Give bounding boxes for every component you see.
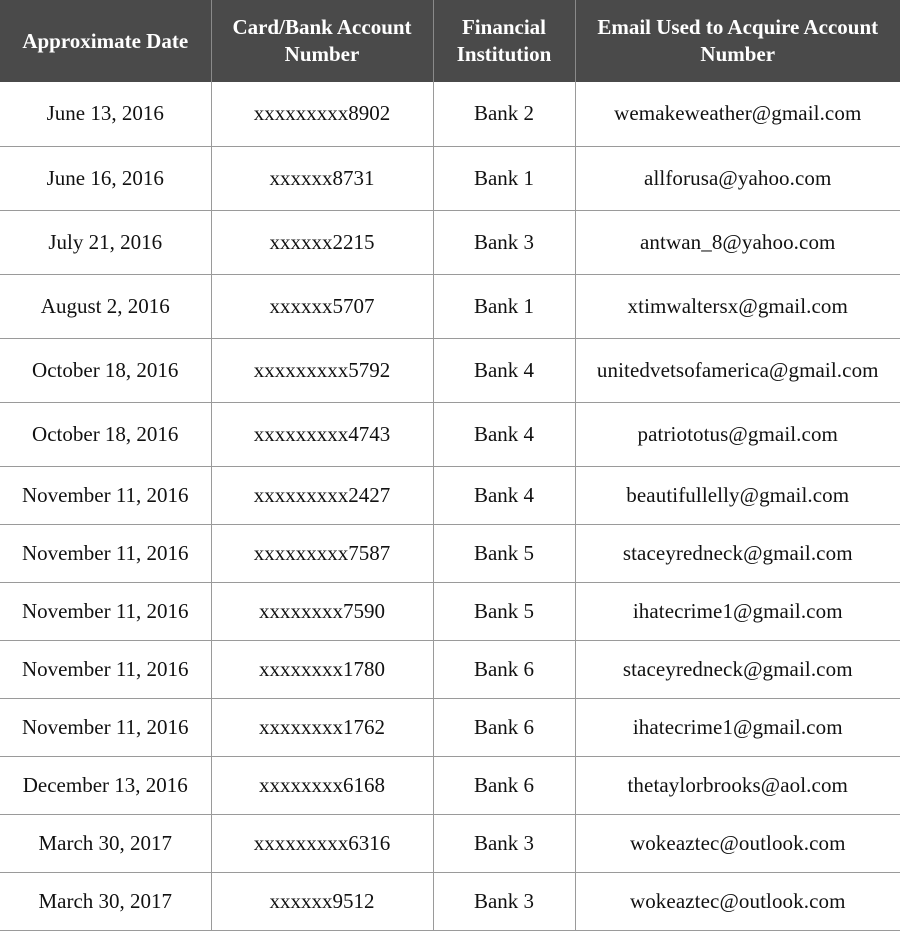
bank-cell: Bank 3 (433, 210, 575, 274)
table-row (0, 146, 900, 210)
bank-cell: Bank 1 (433, 146, 575, 210)
table-row (0, 338, 900, 402)
email-cell: xtimwaltersx@gmail.com (575, 274, 900, 338)
bank-cell: Bank 3 (433, 814, 575, 872)
account-number-cell: xxxxxx8731 (211, 146, 433, 210)
email-cell: staceyredneck@gmail.com (575, 524, 900, 582)
bank-cell: Bank 6 (433, 698, 575, 756)
table-header (0, 0, 900, 82)
table-row (0, 402, 900, 466)
date-cell: August 2, 2016 (0, 274, 211, 338)
date-cell: March 30, 2017 (0, 872, 211, 930)
table-row (0, 640, 900, 698)
email-cell: patriototus@gmail.com (575, 402, 900, 466)
table-row (0, 872, 900, 930)
table-row (0, 756, 900, 814)
email-cell: staceyredneck@gmail.com (575, 640, 900, 698)
bank-cell: Bank 4 (433, 338, 575, 402)
date-cell: March 30, 2017 (0, 814, 211, 872)
email-cell: wemakeweather@gmail.com (575, 82, 900, 146)
table-row (0, 274, 900, 338)
email-cell: ihatecrime1@gmail.com (575, 582, 900, 640)
date-cell: June 16, 2016 (0, 146, 211, 210)
email-cell: beautifullelly@gmail.com (575, 466, 900, 524)
email-cell: wokeaztec@outlook.com (575, 814, 900, 872)
email-cell: unitedvetsofamerica@gmail.com (575, 338, 900, 402)
email-cell: allforusa@yahoo.com (575, 146, 900, 210)
header-financial-institution: Financial Institution (433, 0, 575, 82)
account-number-cell: xxxxxx5707 (211, 274, 433, 338)
account-number-cell: xxxxxxxx1762 (211, 698, 433, 756)
account-number-cell: xxxxxxxxx2427 (211, 466, 433, 524)
table-row (0, 814, 900, 872)
date-cell: November 11, 2016 (0, 640, 211, 698)
account-number-cell: xxxxxxxxx6316 (211, 814, 433, 872)
bank-cell: Bank 5 (433, 524, 575, 582)
header-email: Email Used to Acquire Account Number (597, 15, 879, 66)
bank-cell: Bank 1 (433, 274, 575, 338)
bank-cell: Bank 2 (433, 82, 575, 146)
bank-cell: Bank 3 (433, 872, 575, 930)
bank-cell: Bank 4 (433, 402, 575, 466)
date-cell: November 11, 2016 (0, 582, 211, 640)
header-account-number: Card/Bank Account Number (211, 0, 433, 82)
account-number-cell: xxxxxxxxx8902 (211, 82, 433, 146)
table-row (0, 698, 900, 756)
email-cell: thetaylorbrooks@aol.com (575, 756, 900, 814)
email-cell: ihatecrime1@gmail.com (575, 698, 900, 756)
account-number-cell: xxxxxxxxx5792 (211, 338, 433, 402)
date-cell: June 13, 2016 (0, 82, 211, 146)
account-number-cell: xxxxxxxxx4743 (211, 402, 433, 466)
bank-cell: Bank 6 (433, 756, 575, 814)
table-row (0, 524, 900, 582)
email-cell: wokeaztec@outlook.com (575, 872, 900, 930)
date-cell: November 11, 2016 (0, 698, 211, 756)
date-cell: December 13, 2016 (0, 756, 211, 814)
account-number-cell: xxxxxxxx6168 (211, 756, 433, 814)
account-number-cell: xxxxxx9512 (211, 872, 433, 930)
bank-cell: Bank 6 (433, 640, 575, 698)
account-number-cell: xxxxxx2215 (211, 210, 433, 274)
email-cell: antwan_8@yahoo.com (575, 210, 900, 274)
date-cell: November 11, 2016 (0, 524, 211, 582)
account-number-cell: xxxxxxxx1780 (211, 640, 433, 698)
account-number-cell: xxxxxxxxx7587 (211, 524, 433, 582)
table-row (0, 466, 900, 524)
table-row (0, 582, 900, 640)
header-row (0, 0, 900, 82)
account-number-cell: xxxxxxxx7590 (211, 582, 433, 640)
bank-cell: Bank 5 (433, 582, 575, 640)
date-cell: November 11, 2016 (0, 466, 211, 524)
bank-cell: Bank 4 (433, 466, 575, 524)
header-approximate-date: Approximate Date (0, 0, 211, 82)
table-body (0, 82, 900, 930)
date-cell: October 18, 2016 (0, 338, 211, 402)
table-row (0, 82, 900, 146)
table-row (0, 210, 900, 274)
date-cell: July 21, 2016 (0, 210, 211, 274)
date-cell: October 18, 2016 (0, 402, 211, 466)
